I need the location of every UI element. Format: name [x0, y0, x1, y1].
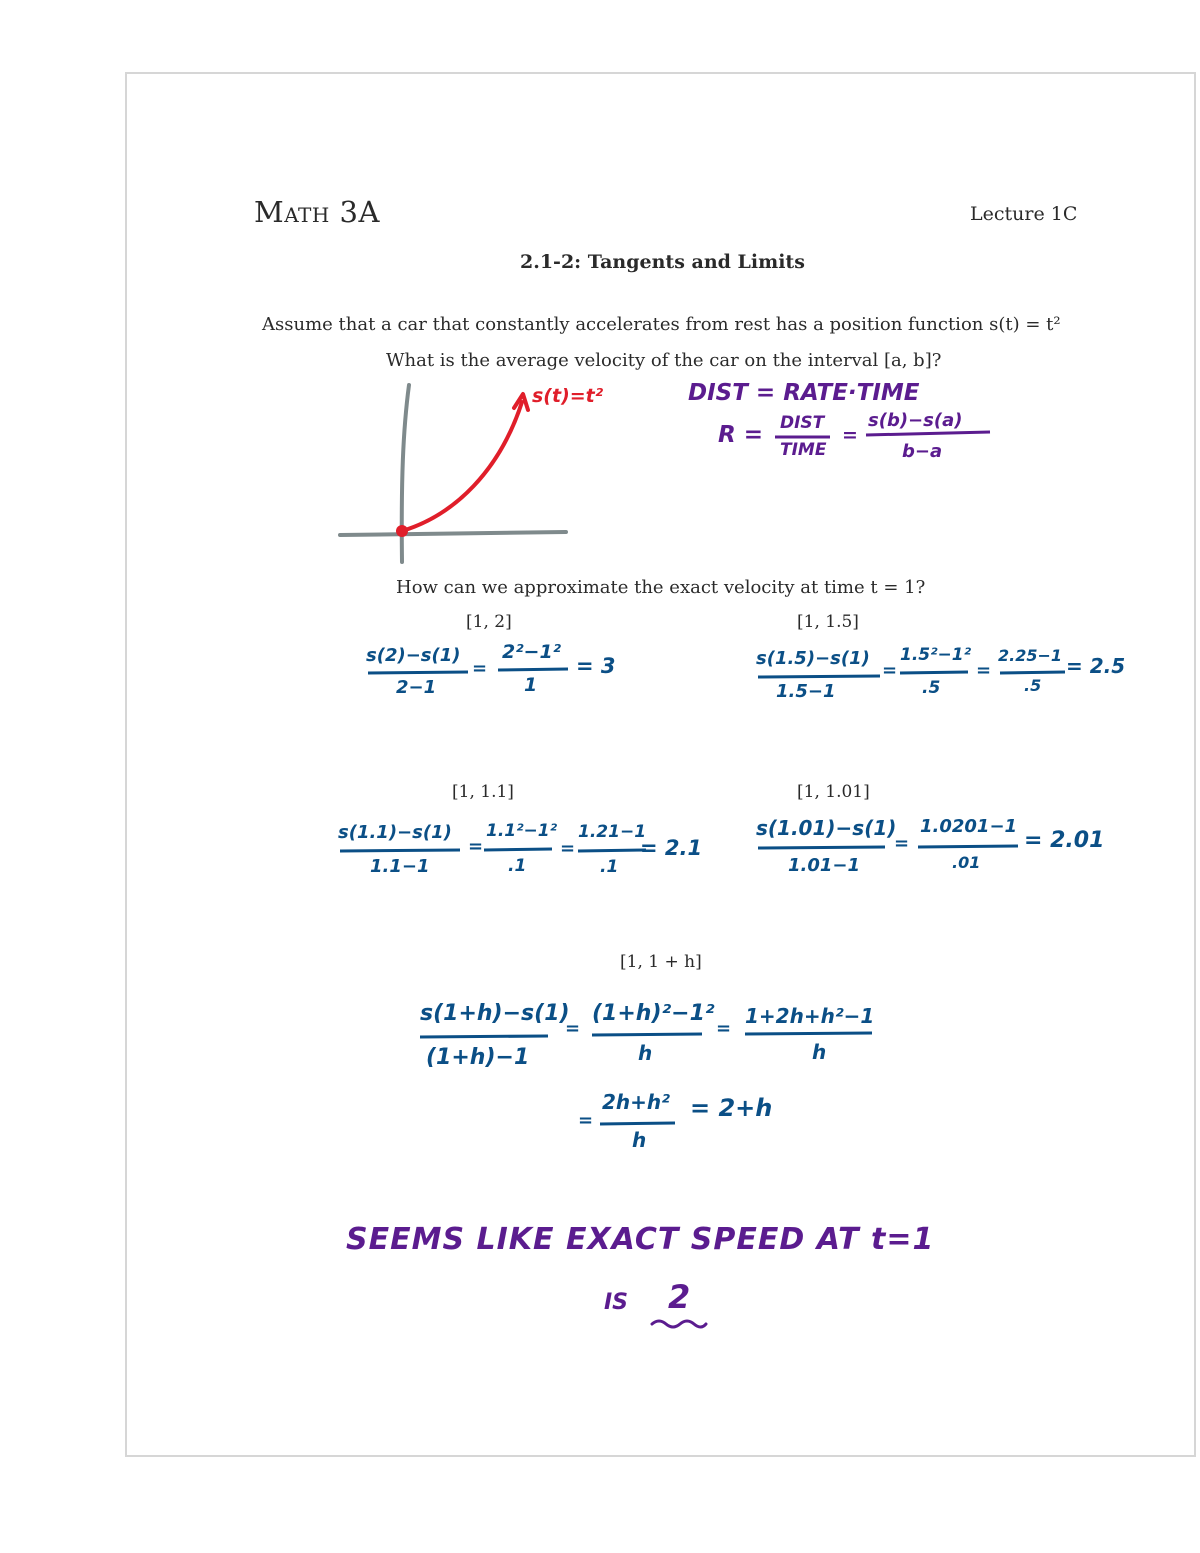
lecture-number: Lecture 1C — [970, 203, 1078, 225]
difference-quotient-numerator: s(1.01)−s(1) — [756, 816, 897, 840]
fraction-bar — [745, 1033, 872, 1034]
equals-sign: = — [976, 660, 992, 681]
difference-quotient-numerator: s(1+h)−s(1) — [420, 1001, 570, 1026]
fraction-numerator: 2²−1² — [502, 641, 562, 663]
equals-sign: = — [578, 1110, 594, 1131]
fraction-denominator: TIME — [780, 440, 827, 460]
fraction-bar — [1000, 672, 1065, 673]
equals-sign: = — [560, 838, 576, 859]
fraction-denominator: .1 — [600, 857, 619, 877]
fraction-bar — [340, 850, 460, 851]
fraction-numerator: 1.5²−1² — [900, 645, 972, 665]
section-title: 2.1-2: Tangents and Limits — [520, 251, 805, 273]
fraction-denominator: h — [632, 1128, 647, 1152]
equals-sign: = — [882, 660, 898, 681]
fraction-bar — [758, 676, 880, 677]
origin-dot — [396, 525, 408, 537]
fraction-bar — [498, 669, 568, 670]
difference-quotient-numerator: s(1.5)−s(1) — [756, 648, 870, 669]
interval-label: [1, 1.1] — [452, 782, 514, 802]
course-title: Math 3A — [254, 195, 380, 229]
difference-quotient-numerator: s(2)−s(1) — [366, 645, 461, 666]
position-curve — [402, 402, 522, 531]
fraction-denominator: .5 — [1024, 676, 1042, 695]
fraction-denominator: .01 — [952, 853, 981, 872]
fraction-numerator: s(b)−s(a) — [868, 410, 963, 431]
difference-quotient-numerator: s(1.1)−s(1) — [338, 822, 452, 843]
equals-sign: = — [472, 658, 488, 679]
difference-quotient-denominator: 1.01−1 — [788, 855, 861, 876]
emphasis-underline — [652, 1321, 706, 1327]
fraction-numerator: 1.1²−1² — [486, 821, 558, 841]
fraction-numerator: 2.25−1 — [998, 646, 1063, 665]
interval-label: [1, 1 + h] — [620, 952, 702, 972]
difference-quotient-denominator: 1.5−1 — [776, 681, 836, 702]
interval-result: = 2.1 — [640, 836, 703, 860]
fraction-bar — [578, 850, 646, 851]
conclusion-prefix: IS — [604, 1290, 629, 1315]
interval-result: = 2.01 — [1024, 828, 1105, 853]
equals-sign: = — [468, 836, 484, 857]
fraction-denominator: h — [812, 1040, 827, 1064]
equals-sign: = — [842, 424, 858, 446]
fraction-bar — [866, 432, 990, 435]
equals-sign: = — [716, 1018, 732, 1039]
fraction-bar — [900, 672, 968, 673]
fraction-denominator: .5 — [922, 678, 941, 698]
fraction-numerator: 1.0201−1 — [920, 816, 1018, 837]
curve-label: s(t)=t² — [532, 385, 604, 407]
interval-label: [1, 2] — [466, 612, 512, 632]
conclusion-line: SEEMS LIKE EXACT SPEED AT t=1 — [346, 1222, 935, 1257]
interval-label: [1, 1.01] — [797, 782, 870, 802]
interval-result: = 3 — [576, 654, 616, 678]
rate-label: R = — [718, 422, 763, 448]
simplified-result: = 2+h — [690, 1094, 773, 1122]
average-velocity-question: What is the average velocity of the car on the interval [a, b]? — [386, 350, 942, 371]
fraction-bar — [368, 672, 468, 673]
fraction-numerator: 1.21−1 — [578, 822, 647, 842]
interval-label: [1, 1.5] — [797, 612, 859, 632]
fraction-bar — [918, 846, 1018, 847]
fraction-numerator: (1+h)²−1² — [592, 1001, 715, 1026]
fraction-denominator: .1 — [508, 856, 527, 876]
problem-statement: Assume that a car that constantly accelerates from rest has a position function s(t) = t² — [262, 314, 1061, 335]
equals-sign: = — [894, 833, 910, 854]
fraction-bar — [592, 1034, 702, 1035]
fraction-numerator: 2h+h² — [602, 1090, 670, 1114]
difference-quotient-denominator: 1.1−1 — [370, 856, 430, 877]
fraction-numerator: DIST — [780, 413, 825, 433]
fraction-bar — [420, 1036, 548, 1037]
fraction-denominator: 1 — [524, 674, 538, 696]
fraction-numerator: 1+2h+h²−1 — [745, 1004, 875, 1028]
exact-velocity-question: How can we approximate the exact velocity at time t = 1? — [396, 577, 926, 598]
fraction-denominator: b−a — [902, 441, 943, 462]
difference-quotient-denominator: 2−1 — [396, 677, 437, 698]
equals-sign: = — [565, 1018, 581, 1039]
difference-quotient-denominator: (1+h)−1 — [426, 1045, 530, 1070]
fraction-bar — [484, 849, 552, 850]
fraction-bar — [600, 1123, 675, 1124]
conclusion-answer: 2 — [668, 1278, 691, 1316]
fraction-bar — [758, 847, 885, 848]
fraction-denominator: h — [638, 1041, 653, 1065]
distance-formula: DIST = RATE·TIME — [688, 380, 920, 406]
x-axis — [340, 532, 566, 535]
interval-result: = 2.5 — [1066, 654, 1126, 678]
